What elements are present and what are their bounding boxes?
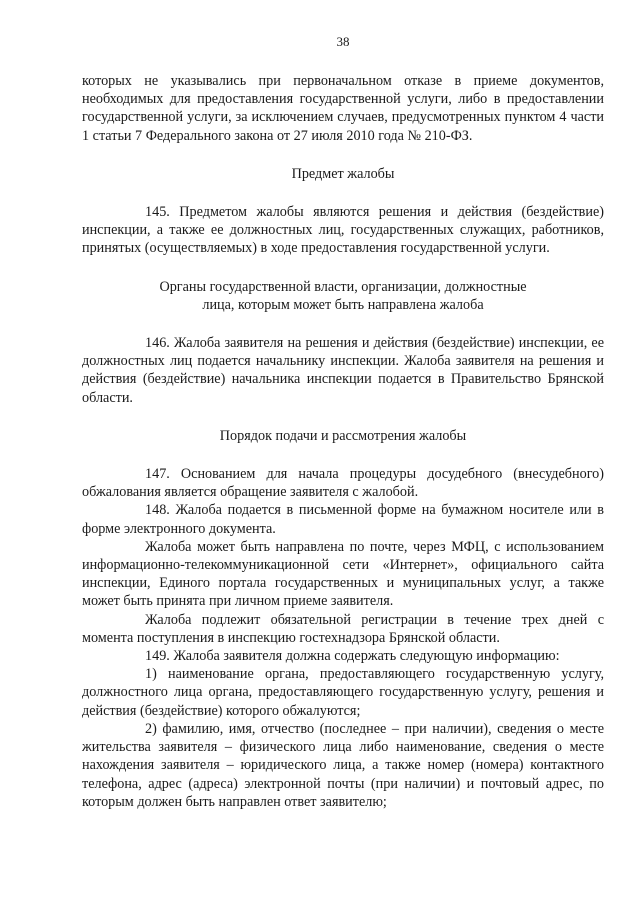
page-number: 38 bbox=[336, 34, 350, 49]
section-heading bbox=[82, 278, 604, 314]
section-heading: Предмет жалобы bbox=[291, 165, 395, 182]
section-complaint-recipients bbox=[82, 278, 604, 407]
section-subject-of-complaint bbox=[82, 165, 604, 258]
list-item-2: 2) фамилию, имя, отчество (последнее – при наличии), сведения о месте жительства заявителя – физического лица либо наименование, сведения о месте нахождения заявителя – юридического лица, а также номер (номера) контактного телефона, адрес (адреса) электронной почты (при наличии) и почтовый адрес, по которым должен быть направлен ответ заявителю; bbox=[82, 720, 604, 810]
paragraph-148: 148. Жалоба подается в письменной форме на бумажном носителе или в форме электронного документа. bbox=[82, 502, 604, 537]
list-item-1: 1) наименование органа, предоставляющего государственную услугу, должностного лица органа, предоставляющего государственную услугу, решения и действия (бездействие) которого обжалуются; bbox=[82, 666, 604, 719]
section-heading-line: лица, которым может быть направлена жалоба bbox=[202, 296, 484, 313]
paragraph-145: 145. Предметом жалобы являются решения и действия (бездействие) инспекции, а также ее должностных лиц, государственных служащих, работников, принятых (осуществляемых) в ходе предоставления государственной услуги. bbox=[82, 204, 604, 257]
paragraph-submission-channels: Жалоба может быть направлена по почте, через МФЦ, с использованием информационно-телекоммуникационной сети «Интернет», официального сайта инспекции, Единого портала государственных и муниципальных услуг, а также может быть принята при личном приеме заявителя. bbox=[82, 538, 604, 610]
section-heading-line: Органы государственной власти, организации, должностные bbox=[159, 278, 527, 295]
intro-paragraph: которых не указывались при первоначальном отказе в приеме документов, необходимых для предоставления государственной услуги, либо в предоставлении государственной услуги, за исключением случаев, предусмотренных пунктом 4 части 1 статьи 7 Федерального закона от 27 июля 2010 года № 210-ФЗ. bbox=[82, 73, 604, 144]
paragraph-147: 147. Основанием для начала процедуры досудебного (внесудебного) обжалования является обращение заявителя с жалобой. bbox=[82, 466, 604, 501]
paragraph-registration: Жалоба подлежит обязательной регистрации в течение трех дней с момента поступления в инспекцию гостехнадзора Брянской области. bbox=[82, 611, 604, 646]
section-filing-procedure bbox=[82, 427, 604, 811]
paragraph-146: 146. Жалоба заявителя на решения и действия (бездействие) инспекции, ее должностных лиц подается начальнику инспекции. Жалоба заявителя на решения и действия (бездействие) начальника инспекции подается в Правительство Брянской области. bbox=[82, 335, 604, 406]
paragraph-149: 149. Жалоба заявителя должна содержать следующую информацию: bbox=[145, 648, 560, 665]
section-heading: Порядок подачи и рассмотрения жалобы bbox=[219, 427, 467, 444]
